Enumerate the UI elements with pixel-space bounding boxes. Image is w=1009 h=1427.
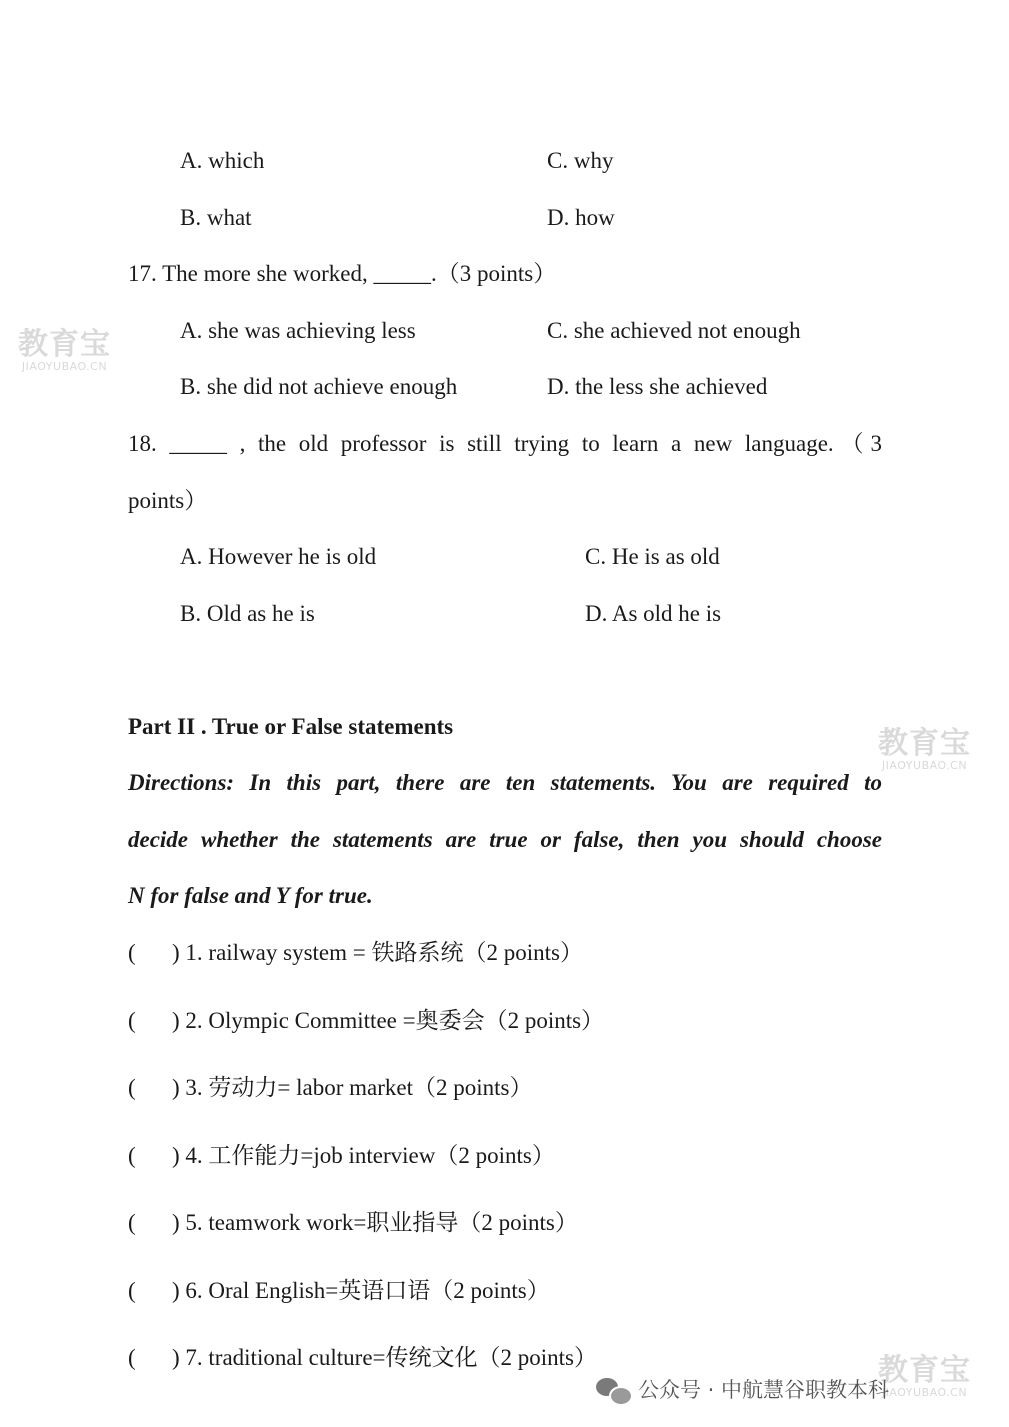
answer-blank[interactable]: ( <box>128 1210 136 1235</box>
answer-blank[interactable]: ( <box>128 1278 136 1303</box>
q16-option-b: B. what <box>180 205 252 230</box>
statement-text: ) 3. 劳动力= labor market（2 points） <box>172 1075 533 1100</box>
wechat-icon <box>596 1378 630 1404</box>
footer-text: 公众号 · 中航慧谷职教本科 <box>638 1378 890 1402</box>
statement-text: ) 5. teamwork work=职业指导（2 points） <box>172 1210 578 1235</box>
statement-7 <box>128 1346 597 1369</box>
answer-blank[interactable]: ( <box>128 940 136 965</box>
q17-option-a: A. she was achieving less <box>180 318 416 343</box>
answer-blank[interactable]: ( <box>128 1008 136 1033</box>
watermark-text: 教育宝 <box>878 726 971 761</box>
answer-blank[interactable]: ( <box>128 1345 136 1370</box>
statement-text: ) 6. Oral English=英语口语（2 points） <box>172 1278 550 1303</box>
q18-stem-line1: 18. _____ , the old professor is still trying to learn a new language.（3 <box>128 431 882 456</box>
footer-account[interactable] <box>596 1374 889 1404</box>
directions-line3: N for false and Y for true. <box>128 883 373 908</box>
statement-text: ) 2. Olympic Committee =奥委会（2 points） <box>172 1008 605 1033</box>
watermark-logo <box>878 726 971 772</box>
q18-option-a: A. However he is old <box>180 544 377 569</box>
statement-text: ) 4. 工作能力=job interview（2 points） <box>172 1143 555 1168</box>
q18-option-d: D. As old he is <box>585 601 722 626</box>
watermark-logo <box>878 1353 971 1399</box>
q16-option-a: A. which <box>180 148 265 173</box>
directions-line2: decide whether the statements are true or false, then you should choose <box>128 827 882 852</box>
q18-stem-line2: points） <box>128 488 208 513</box>
statement-1 <box>128 941 583 964</box>
q17-option-c: C. she achieved not enough <box>547 318 801 343</box>
answer-blank[interactable]: ( <box>128 1143 136 1168</box>
q16-option-d: D. how <box>547 205 615 230</box>
statement-text: ) 7. traditional culture=传统文化（2 points） <box>172 1345 597 1370</box>
answer-blank[interactable]: ( <box>128 1075 136 1100</box>
directions-line1: Directions: In this part, there are ten statements. You are required to <box>128 770 882 795</box>
part2-heading: Part II . True or False statements <box>128 714 454 739</box>
statement-3 <box>128 1076 532 1099</box>
statement-2 <box>128 1009 604 1032</box>
watermark-url: JIAOYUBAO.CN <box>21 360 108 373</box>
watermark-text: 教育宝 <box>18 327 111 362</box>
q17-option-b: B. she did not achieve enough <box>180 374 458 399</box>
q17-stem: 17. The more she worked, _____.（3 points） <box>128 261 557 286</box>
watermark-text: 教育宝 <box>878 1353 971 1388</box>
watermark-url: JIAOYUBAO.CN <box>881 759 968 772</box>
statement-5 <box>128 1211 578 1234</box>
q18-option-c: C. He is as old <box>585 544 720 569</box>
statement-6 <box>128 1279 550 1302</box>
watermark-logo <box>18 327 111 373</box>
q17-option-d: D. the less she achieved <box>547 374 768 399</box>
q18-option-b: B. Old as he is <box>180 601 315 626</box>
q16-option-c: C. why <box>547 148 614 173</box>
statement-text: ) 1. railway system = 铁路系统（2 points） <box>172 940 583 965</box>
statement-4 <box>128 1144 555 1167</box>
watermark-url: JIAOYUBAO.CN <box>881 1386 968 1399</box>
